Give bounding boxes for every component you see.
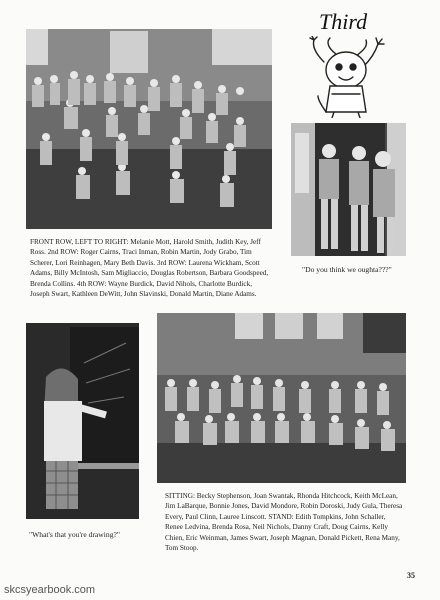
bottom-photo-caption: SITTING: Becky Stephenson, Joan Swantak, Rhonda Hitchcock, Keith McLean, Jim LaBarque, Bonnie Jones, David Mondore, Robin Doroski, Judy Gula, Theresa Every, Paul Clinn, Lauree Linscott. STAND: Edith Tompkins, John Schaller, Renee Ledvina, Brenda Rosa, Neil Nichols, Danny Craft, Doug Cairns, Kelly Chien, Eric Weinman, James Swart, Joseph Magnan, Donald Pickett, Rena Many, Tom Stoop. [165, 492, 403, 553]
doorway-children-photo [291, 123, 406, 256]
class-group-photo-top [26, 29, 272, 229]
page-number: 35 [407, 571, 415, 580]
girl-at-chalkboard-photo [26, 323, 139, 519]
top-photo-caption: FRONT ROW, LEFT TO RIGHT: Melanie Mott, Harold Smith, Judith Key, Jeff Ross. 2nd ROW: Roger Cairns, Traci Inman, Robin Martin, Jody Grabo, Tim Scherer, Lori Reinhagen, Mary Beth Davis. 3rd ROW: Laurena Wickham, Scott Adams, Billy McIntosh, Sam Migliaccio, Douglas Robertson, Barbara Goodspeed, Brenda Collins. 4th ROW: Wayne Burdick, David Nihols, Charlotte Burdick, Joseph Swart, Kathleen DeWitt, John Slavinski, Donald Martin, Diane Adams. [30, 238, 269, 299]
chalkboard-photo-quote: "What's that you're drawing?" [29, 530, 120, 539]
class-group-photo-bottom [157, 313, 406, 483]
page-heading: Third [319, 9, 368, 34]
cartoon-girl-illustration [306, 36, 392, 118]
site-watermark: skcsyearbook.com [4, 584, 96, 596]
doorway-photo-quote: "Do you think we oughta???" [302, 265, 392, 274]
